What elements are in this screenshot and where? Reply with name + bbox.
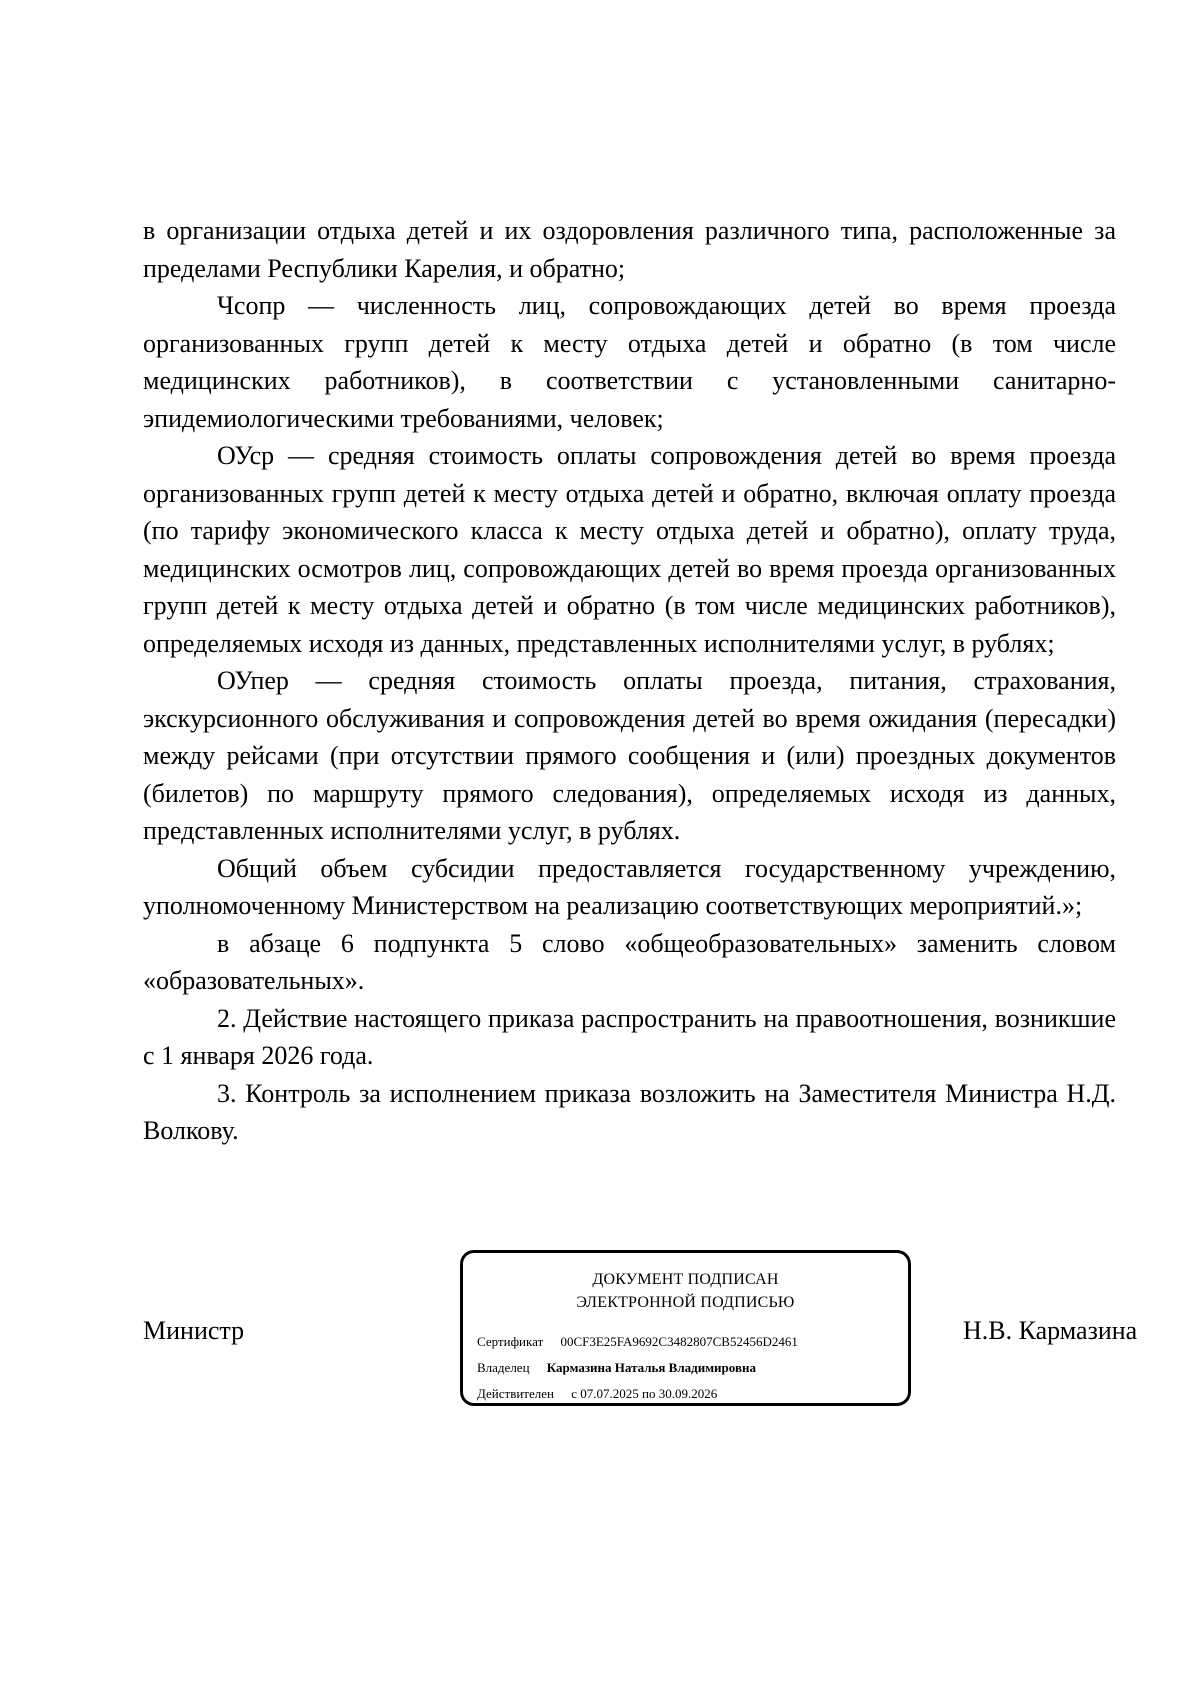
- paragraph-6: в абзаце 6 подпункта 5 слово «общеобразовательных» заменить словом «образовательных».: [143, 928, 1116, 995]
- paragraph-1: в организации отдыха детей и их оздоровления различного типа, расположенные за пределами Республики Карелия, и обратно;: [143, 216, 1116, 283]
- esign-validity-label: Действителен: [477, 1386, 554, 1401]
- document-body: [143, 212, 1116, 1150]
- paragraph-2: Чсопр — численность лиц, сопровождающих детей во время проезда организованных групп детей к месту отдыха детей и обратно (в том числе медицинских работников), в соответствии с установленными санитарно-эпидемиологическими требованиями, человек;: [143, 291, 1116, 433]
- esign-validity-value: с 07.07.2025 по 30.09.2026: [571, 1386, 718, 1401]
- electronic-signature-stamp: [460, 1250, 911, 1406]
- signature-block: [0, 1250, 1200, 1410]
- esign-certificate-row: [477, 1334, 798, 1350]
- esign-validity-row: [477, 1386, 717, 1402]
- paragraph-8: 3. Контроль за исполнением приказа возложить на Заместителя Министра Н.Д. Волкову.: [143, 1078, 1116, 1145]
- signer-role: Министр: [143, 1316, 245, 1345]
- esign-certificate-label: Сертификат: [477, 1334, 544, 1349]
- signer-name: Н.В. Кармазина: [963, 1316, 1138, 1345]
- esign-header-line-2: ЭЛЕКТРОННОЙ ПОДПИСЬЮ: [576, 1294, 795, 1311]
- paragraph-3: ОУср — средняя стоимость оплаты сопровождения детей во время проезда организованных групп детей к месту отдыха детей и обратно, включая оплату проезда (по тарифу экономического класса к месту отдыха детей и обратно), оплату труда, медицинских осмотров лиц, сопровождающих детей во время проезда организованных групп детей к месту отдыха детей и обратно (в том числе медицинских работников), определяемых исходя из данных, представленных исполнителями услуг, в рублях;: [143, 441, 1116, 658]
- esign-owner-label: Владелец: [477, 1360, 530, 1375]
- paragraph-5: Общий объем субсидии предоставляется государственному учреждению, уполномоченному Министерством на реализацию соответствующих мероприятий.»;: [143, 853, 1116, 920]
- esign-header: [463, 1268, 908, 1314]
- esign-header-line-1: ДОКУМЕНТ ПОДПИСАН: [592, 1271, 779, 1288]
- esign-owner-row: [477, 1360, 756, 1376]
- esign-certificate-value: 00CF3E25FA9692C3482807CB52456D2461: [560, 1334, 798, 1349]
- esign-owner-value: Кармазина Наталья Владимировна: [546, 1360, 756, 1375]
- paragraph-4: ОУпер — средняя стоимость оплаты проезда, питания, страхования, экскурсионного обслуживания и сопровождения детей во время ожидания (пересадки) между рейсами (при отсутствии прямого сообщения и (или) проездных документов (билетов) по маршруту прямого следования), определяемых исходя из данных, представленных исполнителями услуг, в рублях.: [143, 666, 1116, 845]
- paragraph-7: 2. Действие настоящего приказа распространить на правоотношения, возникшие с 1 января 2026 года.: [143, 1003, 1116, 1070]
